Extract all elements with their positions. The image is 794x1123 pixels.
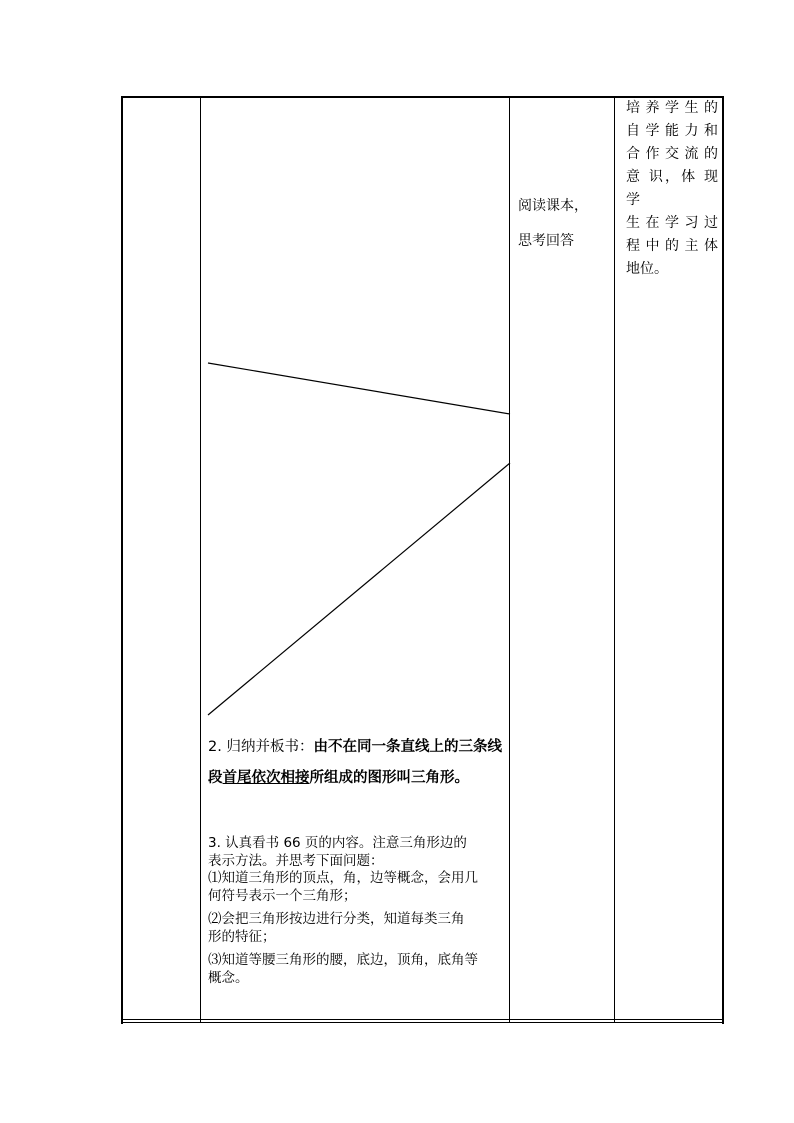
design-intent-line: 合 作 交 流 的 [626,146,718,162]
design-intent-cell [626,97,718,281]
reading-intro-line2: 表示方法。并思考下面问题： [208,852,384,869]
design-intent-line: 培 养 学 生 的 [626,100,718,116]
line-segment-2 [208,463,510,715]
table-border-bottom [121,1019,724,1020]
reading-task [208,835,506,987]
table-border-bottom-double [121,1022,724,1023]
question-3-line2: 概念。 [208,969,249,986]
question-2-line1: ⑵会把三角形按边进行分类，知道每类三角 [208,911,465,927]
design-intent-line: 自 学 能 力 和 [626,123,718,139]
design-intent-line: 生 在 学 习 过 [626,215,718,231]
question-2-line2: 形的特征； [208,928,276,945]
table-border-left [121,96,123,1024]
summary-definition [208,732,506,794]
column-divider-3 [614,96,615,1022]
student-activity-cell [518,198,608,268]
question-1-line2: 何符号表示一个三角形； [208,887,357,904]
design-intent-line: 程 中 的 主 体 [626,238,718,254]
summary-underlined-text: 首尾依次相接 [222,770,310,786]
design-intent-line: 地位。 [626,261,668,277]
student-activity-line1: 阅读课本， [518,198,588,214]
summary-label: 2. 归纳并板书： [208,739,314,755]
table-border-right [722,96,724,1024]
student-activity-line2: 思考回答 [518,233,574,249]
question-3-line1: ⑶知道等腰三角形的腰，底边，顶角，底角等 [208,952,478,968]
summary-text-part2: 所组成的图形叫三角形。 [309,770,469,786]
line-segments-figure [203,330,513,730]
column-divider-1 [200,96,201,1022]
design-intent-line: 意 识，体 现 学 [626,169,718,208]
line-segment-1 [208,363,510,414]
question-1-line1: ⑴知道三角形的顶点，角，边等概念，会用几 [208,870,478,886]
summary-text-part1: 由不在同一条直线上的三条线段 [208,739,502,786]
reading-intro-line1: 3. 认真看书 66 页的内容。注意三角形边的 [208,835,467,851]
